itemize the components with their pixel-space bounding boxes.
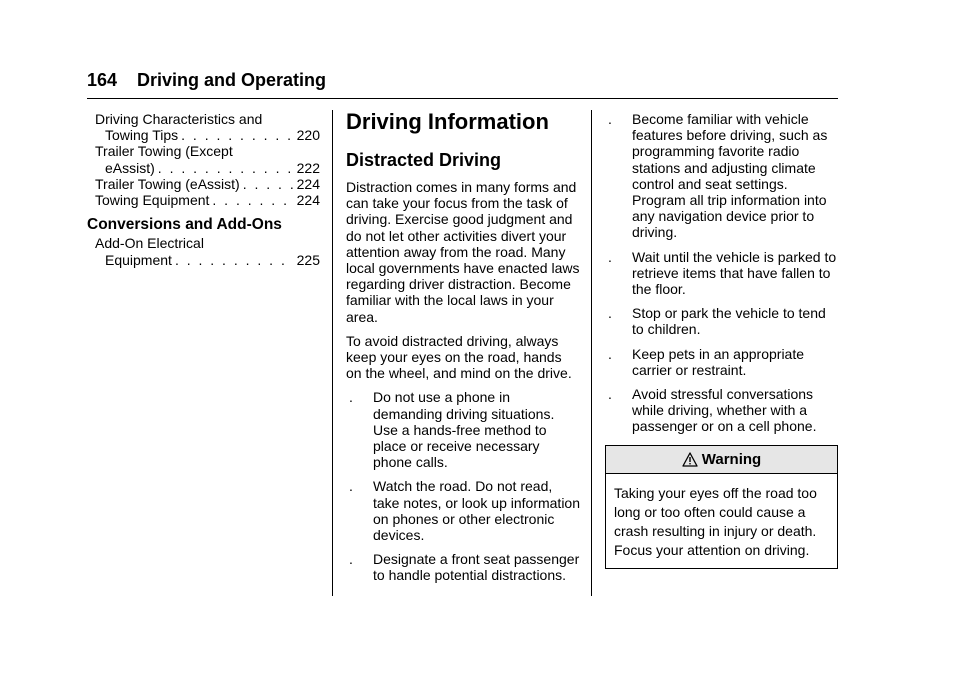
bullet-item (346, 478, 581, 543)
bullet-text: Do not use a phone in demanding driving situations. Use a hands-free method to place or receive necessary phone calls. (373, 389, 555, 471)
toc-entry-label: eAssist) (105, 159, 155, 176)
page-header (87, 70, 326, 91)
toc-entry-label: Towing Equipment (95, 192, 210, 209)
toc-column (87, 111, 320, 268)
bullet-text: Watch the road. Do not read, take notes, or look up information on phones or other electronic devices. (373, 478, 581, 544)
toc-page-number: 222 (296, 159, 320, 176)
bullet-item (346, 551, 581, 583)
leader-dots (158, 160, 294, 176)
right-column (605, 111, 838, 569)
toc-page-number: 224 (296, 175, 320, 192)
section-title: Driving and Operating (137, 70, 327, 90)
bullet-text: Wait until the vehicle is parked to retrieve items that have fallen to the floor. (632, 248, 837, 298)
bullet-text: Stop or park the vehicle to tend to children. (632, 305, 826, 338)
toc-entry-label: Trailer Towing (eAssist) (95, 175, 240, 192)
toc-entry-label: Towing Tips (105, 127, 179, 144)
paragraph: To avoid distracted driving, always keep your eyes on the road, hands on the wheel, and mind on the drive. (346, 332, 572, 382)
bullet-item (605, 346, 838, 378)
warning-header (606, 446, 837, 474)
leader-dots (243, 176, 294, 192)
toc-entry-label: Add-On Electrical (95, 235, 204, 252)
leader-dots (181, 127, 293, 143)
bullet-text: Avoid stressful conversations while driving, whether with a passenger or on a cell phone. (632, 386, 817, 435)
bullet-item (605, 111, 838, 241)
warning-box (605, 445, 838, 569)
toc-entry[interactable] (87, 176, 320, 192)
leader-dots (212, 192, 293, 208)
bullet-marker: . (608, 345, 612, 362)
toc-entry[interactable] (87, 235, 320, 267)
bullet-item (605, 305, 838, 337)
toc-entry-label: Trailer Towing (Except (95, 143, 233, 160)
toc-page-number: 225 (296, 251, 320, 268)
toc-entry[interactable] (87, 192, 320, 208)
bullet-marker: . (349, 551, 353, 568)
page-number: 164 (87, 70, 118, 90)
bullet-item (346, 389, 581, 470)
bullet-item (605, 249, 838, 298)
paragraph: Distraction comes in many forms and can take your focus from the task of driving. Exercise good judgment and do not let other activities divert your attention away from the road. Many local governments have enacted laws regarding driver distraction. Become familiar with the local laws in your area. (346, 179, 580, 325)
bullet-marker: . (608, 305, 612, 322)
toc-entry[interactable] (87, 143, 320, 175)
bullet-text: Become familiar with vehicle features before driving, such as programming favorite radio stations and adjusting climate control and seat settings. Program all trip information into any navigation device prior to driving. (632, 111, 828, 241)
bullet-text: Keep pets in an appropriate carrier or restraint. (632, 345, 805, 378)
bullet-marker: . (349, 478, 353, 495)
bullet-marker: . (349, 389, 353, 406)
toc-entry-label: Equipment (105, 251, 172, 268)
warning-title: Warning (701, 450, 762, 468)
toc-entry[interactable] (87, 111, 320, 143)
main-column (346, 109, 581, 592)
column-divider (332, 110, 333, 596)
bullet-marker: . (608, 386, 612, 403)
subsection-heading: Distracted Driving (346, 150, 502, 170)
toc-page-number: 220 (296, 127, 320, 144)
header-divider (87, 98, 838, 99)
toc-section-heading: Conversions and Add-Ons (87, 216, 282, 234)
column-divider (591, 110, 592, 596)
leader-dots (175, 252, 294, 268)
toc-entry-label: Driving Characteristics and (95, 111, 263, 127)
warning-triangle-icon (682, 452, 698, 467)
section-heading: Driving Information (346, 109, 549, 134)
bullet-marker: . (608, 248, 612, 265)
toc-page-number: 224 (296, 192, 320, 209)
bullet-item (605, 386, 838, 435)
bullet-text: Designate a front seat passenger to handle potential distractions. (373, 551, 580, 584)
bullet-marker: . (608, 111, 612, 127)
warning-text: Taking your eyes off the road too long or too often could cause a crash resulting in injury or death. Focus your attention on driving. (614, 484, 817, 558)
